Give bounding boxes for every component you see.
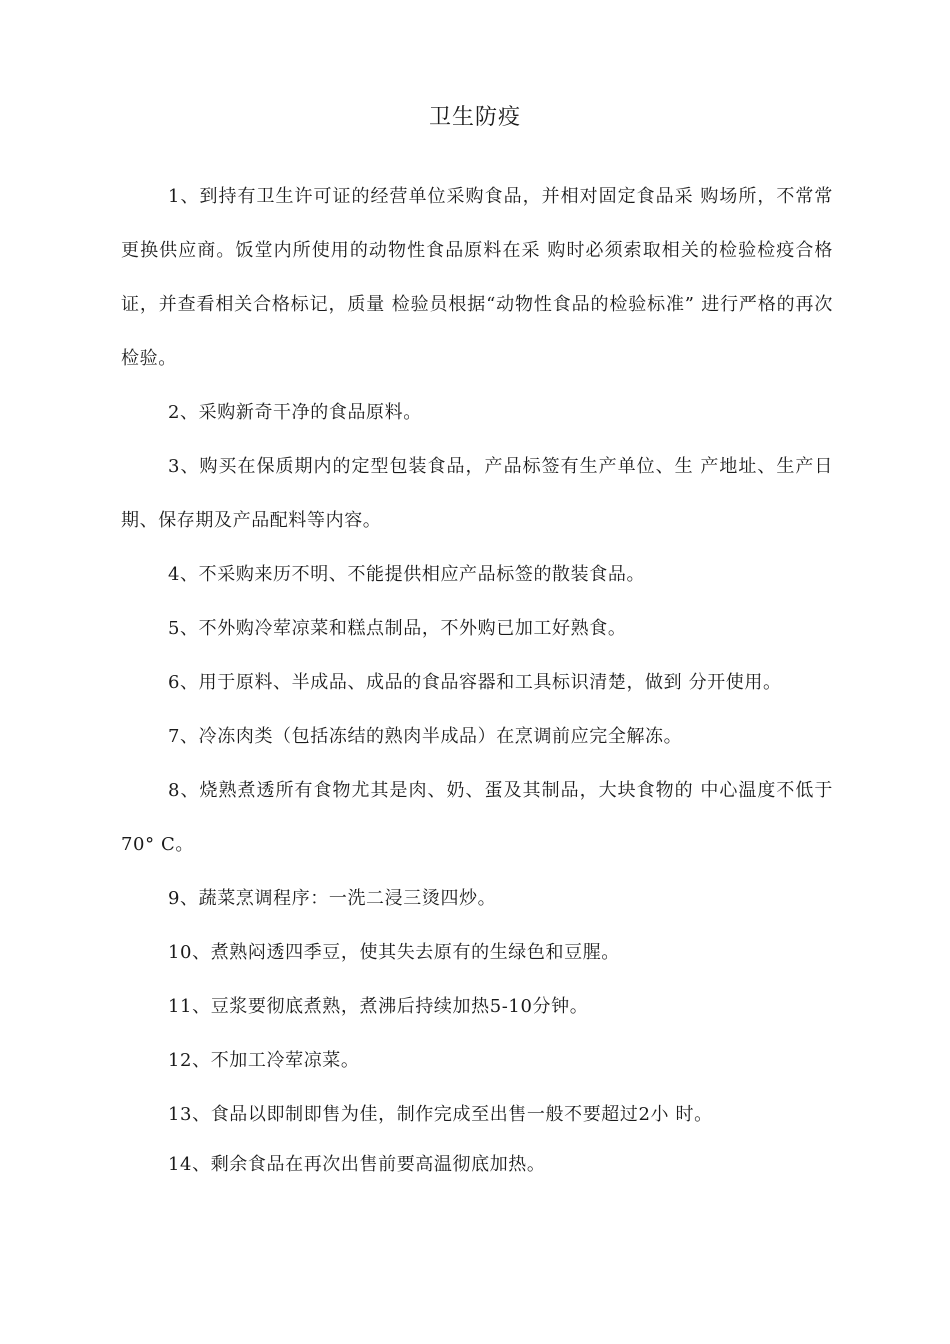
paragraph-13: 13、食品以即制即售为佳，制作完成至出售一般不要超过2小 时。: [168, 1104, 713, 1125]
paragraph-7: 7、冷冻肉类（包括冻结的熟肉半成品）在烹调前应完全解冻。: [168, 726, 683, 747]
paragraph-12: 12、不加工冷荤凉菜。: [168, 1050, 360, 1071]
paragraph-5: 5、不外购冷荤凉菜和糕点制品，不外购已加工好熟食。: [168, 618, 627, 639]
paragraph-2: 2、采购新奇干净的食品原料。: [168, 402, 422, 423]
paragraph-1: 1、到持有卫生许可证的经营单位采购食品，并相对固定食品采 购场所，不常常更换供应商。饭堂内所使用的动物性食品原料在采 购时必须索取相关的检验检疫合格证，并查看相关合格标记，质量 检验员根据“动物性食品的检验标准” 进行严格的再次检验。: [121, 186, 833, 369]
paragraph-10: 10、煮熟闷透四季豆，使其失去原有的生绿色和豆腥。: [168, 942, 620, 963]
document-title: 卫生防疫: [428, 105, 521, 130]
paragraph-14: 14、剩余食品在再次出售前要高温彻底加热。: [168, 1154, 546, 1175]
paragraph-3: 3、购买在保质期内的定型包装食品，产品标签有生产单位、生 产地址、生产日期、保存期及产品配料等内容。: [121, 456, 833, 531]
paragraph-8: 8、烧熟煮透所有食物尤其是肉、奶、蛋及其制品，大块食物的 中心温度不低于70° C。: [121, 780, 833, 855]
paragraph-6: 6、用于原料、半成品、成品的食品容器和工具标识清楚，做到 分开使用。: [168, 672, 782, 693]
paragraph-9: 9、蔬菜烹调程序：一洗二浸三烫四炒。: [168, 888, 497, 909]
paragraph-11: 11、豆浆要彻底煮熟，煮沸后持续加热5-10分钟。: [168, 996, 589, 1017]
paragraph-4: 4、不采购来历不明、不能提供相应产品标签的散装食品。: [168, 564, 646, 585]
document-body: [121, 170, 833, 1192]
